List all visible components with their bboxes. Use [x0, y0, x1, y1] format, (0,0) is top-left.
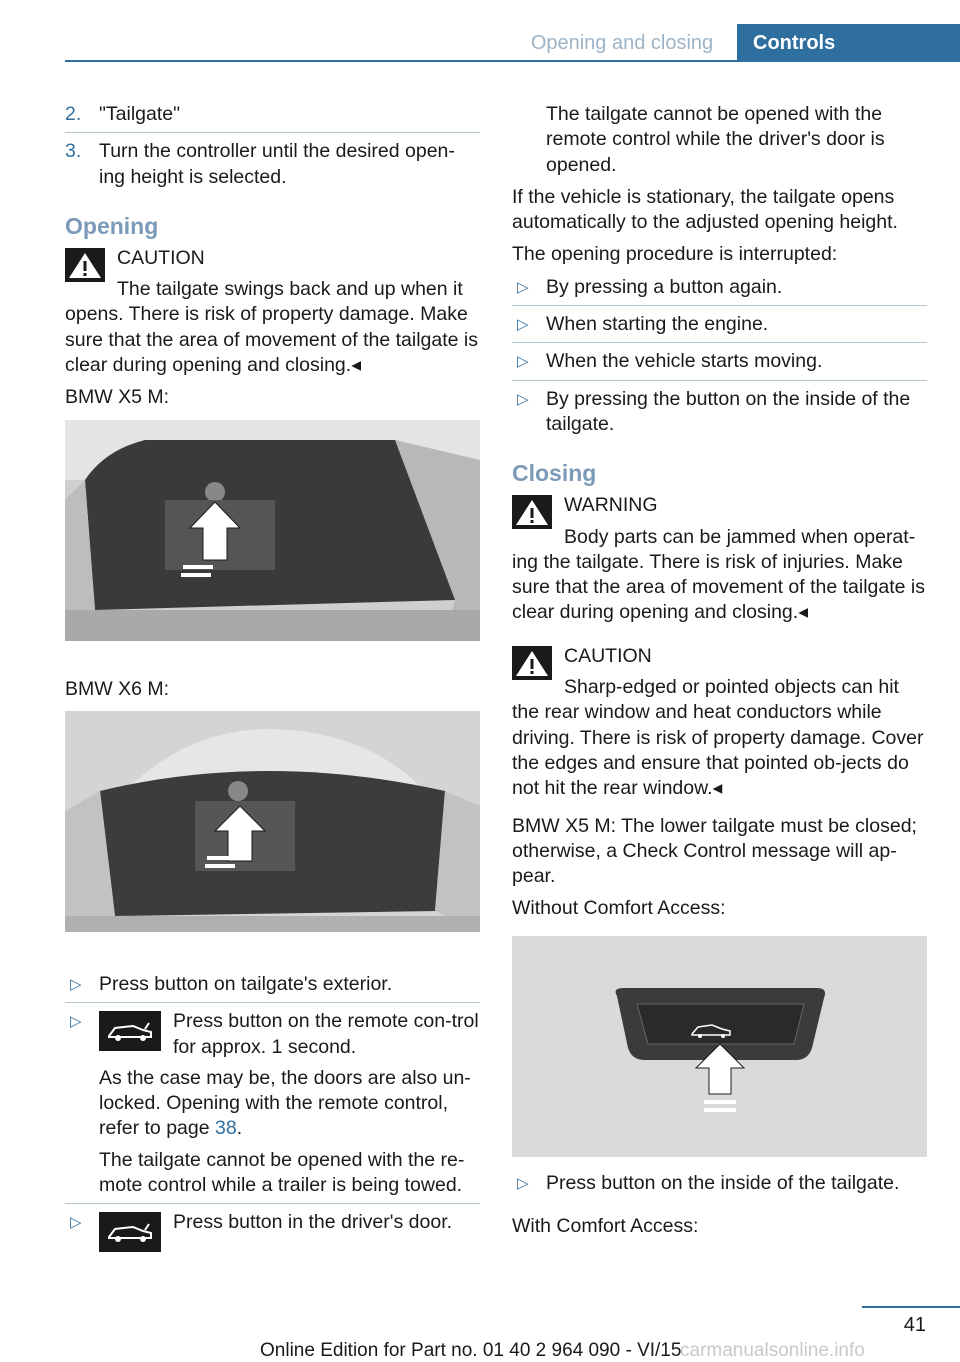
header-chapter-tab: Controls	[737, 24, 960, 62]
bullet-tailgate-exterior	[65, 972, 480, 997]
x6-label: BMW X6 M:	[65, 677, 170, 700]
header-section-title: Opening and closing	[530, 32, 714, 54]
triangle-bullet-icon: ▷	[517, 316, 529, 334]
warning-block	[512, 493, 927, 625]
interrupt-item: ▷ By pressing a button again.	[512, 275, 927, 300]
footer-rule	[862, 1306, 960, 1308]
car-tailgate-icon	[99, 1212, 161, 1252]
caution-block	[512, 644, 927, 802]
step-text: Turn the controller until the desired open-ing height is selected.	[99, 140, 455, 188]
bullet-text: Press button on the remote con-trol for approx. 1 second.	[173, 1010, 479, 1058]
triangle-bullet-icon: ▷	[517, 353, 529, 371]
divider	[512, 305, 927, 306]
caution-block	[65, 246, 480, 378]
interrupt-item: ▷ When the vehicle starts moving.	[512, 349, 927, 374]
caution-text: Sharp-edged or pointed objects can hit the rear window and heat conductors while driving. There is risk of property damage. Cover the edges and ensure that pointed ob-jects do not hit the rear window.◂	[512, 676, 924, 800]
inside-button-figure	[512, 936, 927, 1157]
triangle-bullet-icon: ▷	[70, 1214, 82, 1232]
x6-tailgate-figure	[65, 711, 480, 932]
warning-triangle-icon	[512, 646, 552, 680]
right-column	[512, 102, 927, 1239]
x5-closing-note: BMW X5 M: The lower tailgate must be closed; otherwise, a Check Control message will ap-pear.	[512, 814, 917, 888]
car-tailgate-icon	[99, 1011, 161, 1051]
page-link-38[interactable]: 38	[215, 1117, 237, 1140]
step-3	[65, 139, 480, 190]
x5-label: BMW X5 M:	[65, 386, 170, 409]
remote-doors-note: As the case may be, the doors are also un-locked. Opening with the remote control, refer to page 38.	[99, 1066, 471, 1140]
watermark: carmanualsonline.info	[680, 1340, 865, 1361]
page-number: 41	[903, 1314, 926, 1336]
warning-text: Body parts can be jammed when operat-ing the tailgate. There is risk of injuries. Make sure that the area of movement of the tailgate is clear during opening and closing.◂	[512, 525, 925, 624]
left-column	[65, 102, 480, 1256]
warning-triangle-icon	[65, 248, 105, 282]
step-text: "Tailgate"	[99, 103, 181, 125]
step-number: 3.	[65, 140, 82, 163]
trailer-note: The tailgate cannot be opened with the re-mote control while a trailer is being towed.	[99, 1148, 465, 1197]
warning-title: WARNING	[564, 494, 658, 517]
triangle-bullet-icon: ▷	[517, 1174, 529, 1192]
warning-triangle-icon	[512, 495, 552, 529]
divider	[65, 1002, 480, 1003]
triangle-bullet-icon: ▷	[70, 1013, 82, 1031]
bullet-drivers-door	[65, 1210, 480, 1235]
opening-heading: Opening	[65, 212, 159, 239]
x5-tailgate-figure	[65, 420, 480, 641]
caution-title: CAUTION	[117, 246, 205, 269]
triangle-bullet-icon: ▷	[70, 975, 82, 993]
driver-door-note: The tailgate cannot be opened with the remote control while the driver's door is opened.	[546, 103, 885, 176]
bullet-text: Press button in the driver's door.	[173, 1211, 453, 1234]
closing-heading: Closing	[512, 460, 597, 487]
step-number: 2.	[65, 103, 82, 125]
triangle-bullet-icon: ▷	[517, 390, 529, 408]
bullet-inside-button: ▷ Press button on the inside of the tailgate.	[512, 1171, 927, 1196]
divider	[512, 342, 927, 343]
with-comfort-access-label: With Comfort Access:	[512, 1215, 699, 1238]
divider	[65, 1203, 480, 1204]
footer-edition: Online Edition for Part no. 01 40 2 964 090 - VI/15	[260, 1340, 682, 1361]
without-comfort-access-label: Without Comfort Access:	[512, 897, 726, 920]
triangle-bullet-icon: ▷	[517, 278, 529, 296]
interrupted-text: The opening procedure is interrupted:	[512, 243, 838, 266]
stationary-text: If the vehicle is stationary, the tailgate opens automatically to the adjusted opening height.	[512, 185, 898, 234]
step-2	[65, 102, 480, 127]
divider	[512, 380, 927, 381]
divider	[65, 132, 480, 133]
caution-text: The tailgate swings back and up when it opens. There is risk of property damage. Make sure that the area of movement of the tailgate is clear during opening and closing.◂	[65, 278, 478, 377]
caution-title: CAUTION	[564, 644, 652, 667]
interrupt-item: ▷ When starting the engine.	[512, 312, 927, 337]
bullet-remote-control	[65, 1009, 480, 1198]
bullet-text: Press button on tailgate's exterior.	[99, 972, 393, 995]
interrupt-item: ▷ By pressing the button on the inside of the tailgate.	[517, 387, 911, 435]
header-rule	[65, 60, 960, 62]
